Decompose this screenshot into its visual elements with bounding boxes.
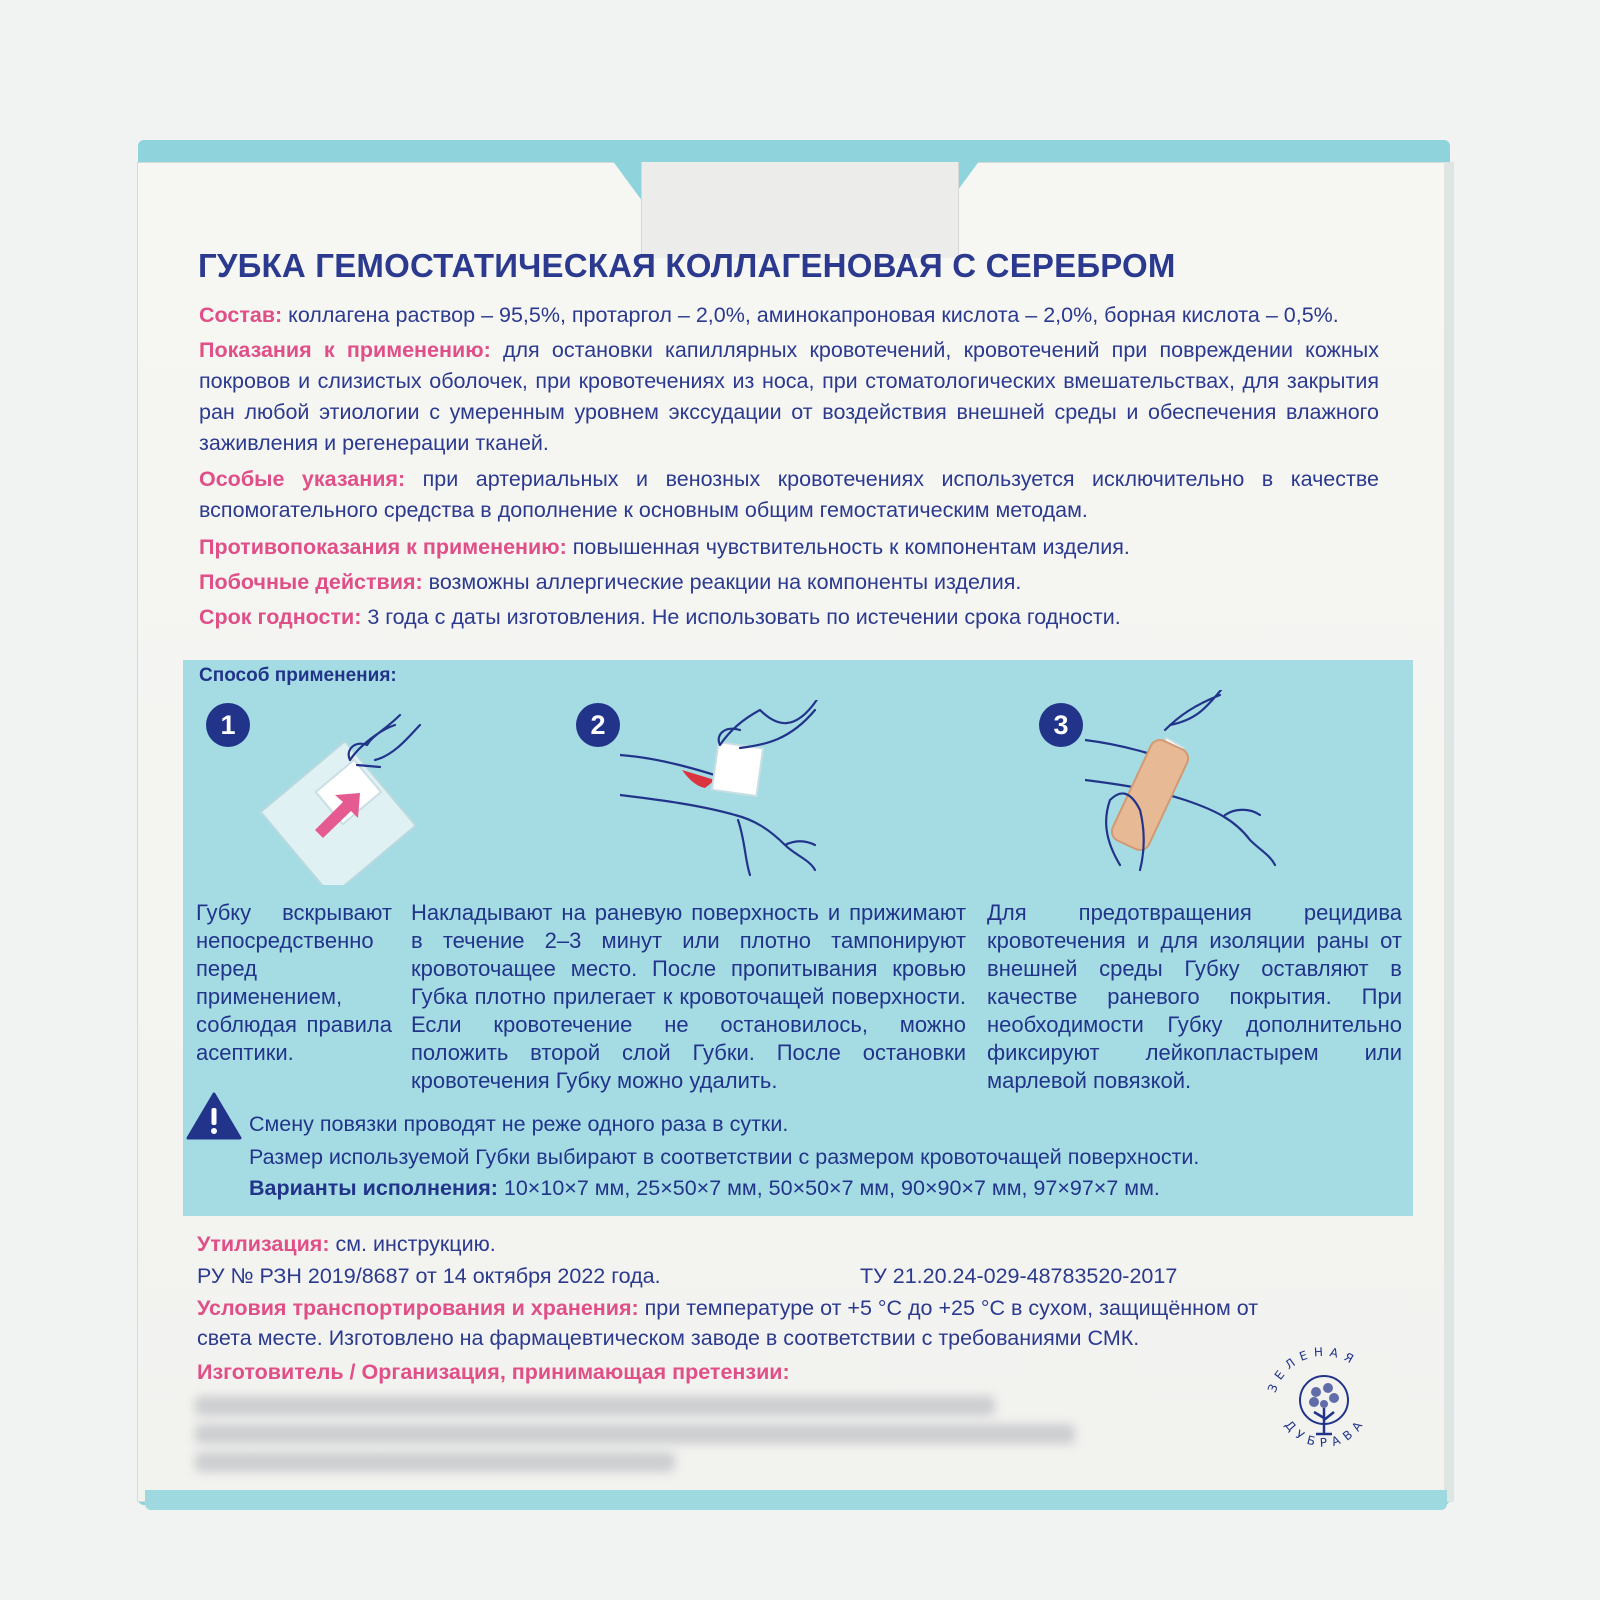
svg-text:ЗЕЛЕНАЯ: ЗЕЛЕНАЯ [1264, 1344, 1362, 1395]
step-1-number: 1 [206, 703, 250, 747]
indications-section [199, 335, 1379, 459]
blurred-address-line-2 [195, 1424, 1075, 1444]
manufacturer-label: Изготовитель / Организация, принимающая претензии: [197, 1360, 790, 1384]
manufacturer-line [197, 1360, 790, 1385]
variants-label: Варианты исполнения: [249, 1176, 498, 1200]
warning-icon [186, 1091, 242, 1141]
storage-text: при температуре от +5 °С до +25 °С в сухом, защищённом от [638, 1296, 1259, 1320]
brand-logo [1256, 1338, 1392, 1474]
special-section [199, 464, 1379, 526]
blurred-address-line-1 [195, 1396, 995, 1416]
shelf-life-text: 3 года с даты изготовления. Не использовать по истечении срока годности. [361, 605, 1121, 629]
tu-number: ТУ 21.20.24-029-48783520-2017 [860, 1264, 1178, 1288]
side-effects-label: Побочные действия: [199, 570, 423, 594]
registration-number: РУ № РЗН 2019/8687 от 14 октября 2022 года. [197, 1264, 661, 1288]
box-flap [641, 162, 959, 258]
box-bottom-edge [145, 1490, 1447, 1510]
warning-line-1: Смену повязки проводят не реже одного раза в сутки. [249, 1112, 789, 1136]
contraindications-text: повышенная чувствительность к компонентам изделия. [566, 535, 1130, 559]
shelf-life-section [199, 602, 1379, 633]
variants-text: 10×10×7 мм, 25×50×7 мм, 50×50×7 мм, 90×90×7 мм, 97×97×7 мм. [497, 1176, 1160, 1200]
composition-text: коллагена раствор – 95,5%, протаргол – 2,0%, аминокапроновая кислота – 2,0%, борная кислота – 0,5%. [282, 303, 1339, 327]
special-label: Особые указания: [199, 467, 406, 491]
side-effects-text: возможны аллергические реакции на компоненты изделия. [422, 570, 1022, 594]
disposal-line [197, 1232, 496, 1257]
step-2-illustration [620, 700, 840, 890]
step-3-text: Для предотвращения рецидива кровотечения и для изоляции раны от внешней среды Губку оставляют в качестве раневого покрытия. При необходимости Губку дополнительно фиксируют лейкопластырем или марлевой повязкой. [987, 900, 1402, 1093]
step-1-text: Губку вскрывают непосредственно перед применением, соблюдая правила асептики. [196, 900, 392, 1065]
step-2-text: Накладывают на раневую поверхность и прижимают в течение 2–3 минут или плотно тампонируют кровоточащее место. После пропитывания кровью Губка плотно прилегает к кровоточащей поверхности. Если кровотечение не остановилось, можно положить второй слой Губки. После остановки кровотечения Губку можно удалить. [411, 900, 966, 1093]
special-text: при артериальных и венозных кровотечениях используется исключительно в качестве вспомогательного средства в дополнение к основным общим гемостатическим методам. [199, 467, 1380, 522]
composition-section [199, 300, 1379, 331]
shelf-life-label: Срок годности: [199, 605, 362, 629]
blurred-address-line-3 [195, 1452, 675, 1472]
contraindications-label: Противопоказания к применению: [199, 535, 567, 559]
warning-line-2: Размер используемой Губки выбирают в соответствии с размером кровоточащей поверхности. [249, 1145, 1200, 1169]
indications-label: Показания к применению: [199, 338, 491, 362]
step-3-number: 3 [1039, 703, 1083, 747]
product-title: ГУБКА ГЕМОСТАТИЧЕСКАЯ КОЛЛАГЕНОВАЯ С СЕРЕБРОМ [198, 247, 1176, 284]
disposal-label: Утилизация: [197, 1232, 330, 1256]
indications-text: для остановки капиллярных кровотечений, кровотечений при повреждении кожных покровов и слизистых оболочек, при кровотечениях из носа, при стоматологических вмешательствах, для закрытия ран любой этиологии с умеренным уровнем экссудации от воздействия внешней среды и обеспечения влажного заживления и регенерации тканей. [199, 338, 1379, 455]
step-3-illustration [1085, 690, 1285, 890]
storage-label: Условия транспортирования и хранения: [197, 1296, 639, 1320]
storage-line-2: света месте. Изготовлено на фармацевтическом заводе в соответствии с требованиями СМК. [197, 1326, 1140, 1350]
step-1-illustration [255, 705, 445, 885]
composition-label: Состав: [199, 303, 283, 327]
step-2-number: 2 [576, 703, 620, 747]
method-title: Способ применения: [199, 665, 397, 686]
variants-line [249, 1176, 1160, 1201]
svg-text:ДУБРАВА: ДУБРАВА [1282, 1414, 1369, 1450]
disposal-text: см. инструкцию. [329, 1232, 496, 1256]
contraindications-section [199, 532, 1379, 563]
side-effects-section [199, 567, 1379, 598]
storage-line-1 [197, 1296, 1258, 1321]
